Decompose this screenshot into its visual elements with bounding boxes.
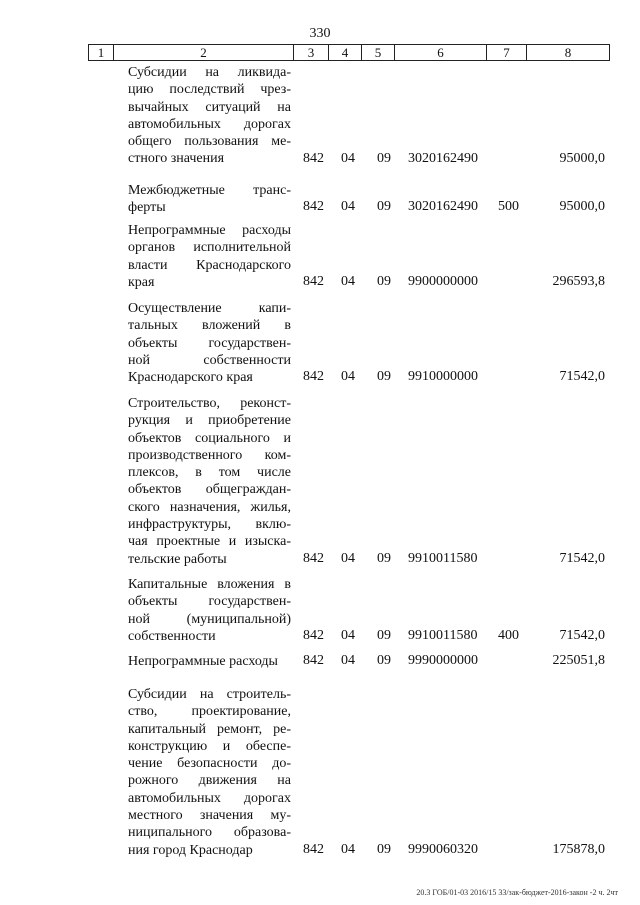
row-description — [128, 576, 291, 645]
row-col-4: 04 — [341, 550, 355, 566]
description-line: объекты государствен- — [128, 594, 291, 610]
row-col-3: 842 — [303, 150, 324, 166]
row-col-4: 04 — [341, 369, 355, 385]
description-line: Субсидии на строитель- — [128, 687, 291, 702]
row-col-6: 9910011580 — [408, 627, 478, 643]
row-col-7: 400 — [498, 627, 519, 643]
row-col-5: 09 — [377, 199, 391, 215]
description-line: тальных вложений в — [128, 318, 291, 334]
description-line: чение безопасности до- — [128, 756, 291, 772]
row-col-8: 71542,0 — [559, 369, 605, 385]
header-col-6: 6 — [395, 45, 487, 60]
description-line: Капитальные вложения в — [128, 577, 291, 592]
row-col-7: 500 — [498, 199, 519, 215]
header-col-5: 5 — [362, 45, 395, 60]
description-line: ство, проектирование, — [128, 704, 291, 720]
row-col-5: 09 — [377, 653, 391, 668]
description-line: Субсидии на ликвида- — [128, 65, 291, 80]
row-col-8: 95000,0 — [559, 199, 605, 215]
row-col-3: 842 — [303, 273, 324, 289]
row-col-4: 04 — [341, 841, 355, 857]
row-col-5: 09 — [377, 627, 391, 643]
row-col-4: 04 — [341, 199, 355, 215]
description-line: Осуществление капи- — [128, 301, 291, 316]
header-col-4: 4 — [329, 45, 362, 60]
row-description — [128, 395, 291, 568]
description-line: Межбюджетные транс- — [128, 183, 291, 198]
description-line: органов исполнительной — [128, 240, 291, 256]
description-line: производственного ком- — [128, 447, 291, 463]
description-line: рукция и приобретение — [128, 413, 291, 429]
description-line: ского назначения, жилья, — [128, 499, 291, 515]
description-line: тельские работы — [128, 551, 227, 567]
description-line: края — [128, 274, 155, 290]
row-col-8: 225051,8 — [552, 653, 605, 668]
row-col-6: 9910000000 — [408, 369, 478, 385]
row-col-6: 9990060320 — [408, 841, 478, 857]
description-line: собственности — [128, 628, 216, 644]
row-col-3: 842 — [303, 627, 324, 643]
description-line: Краснодарского края — [128, 370, 253, 386]
row-col-6: 9990000000 — [408, 653, 478, 668]
description-line: стного значения — [128, 151, 225, 167]
description-line: общего пользования ме- — [128, 134, 291, 150]
row-col-8: 71542,0 — [559, 550, 605, 566]
row-col-8: 296593,8 — [552, 273, 605, 289]
row-col-4: 04 — [341, 627, 355, 643]
description-line: плексов, в том числе — [128, 465, 291, 481]
row-col-5: 09 — [377, 550, 391, 566]
row-col-3: 842 — [303, 199, 324, 215]
description-line: автомобильных дорогах — [128, 116, 291, 132]
description-line: объектов социального и — [128, 430, 291, 446]
description-line: ния город Краснодар — [128, 842, 253, 858]
description-line: ной собственности — [128, 352, 291, 368]
row-col-8: 175878,0 — [552, 841, 605, 857]
description-line: ниципального образова- — [128, 825, 291, 841]
row-col-3: 842 — [303, 653, 324, 668]
row-col-5: 09 — [377, 369, 391, 385]
row-description — [128, 222, 291, 291]
description-line: цию последствий чрез- — [128, 82, 291, 98]
row-col-3: 842 — [303, 841, 324, 857]
description-line: Строительство, реконст- — [128, 396, 291, 411]
header-col-8: 8 — [564, 45, 572, 60]
page-number: 330 — [309, 26, 331, 41]
row-col-3: 842 — [303, 369, 324, 385]
description-line: конструкцию и обеспе- — [128, 738, 291, 754]
header-col-7: 7 — [487, 45, 527, 60]
row-description — [128, 64, 291, 168]
description-line: ной (муниципальной) — [128, 611, 291, 627]
row-col-4: 04 — [341, 273, 355, 289]
row-col-3: 842 — [303, 550, 324, 566]
row-col-5: 09 — [377, 273, 391, 289]
row-col-5: 09 — [377, 150, 391, 166]
row-col-6: 9910011580 — [408, 550, 478, 566]
header-col-2: 2 — [114, 45, 294, 60]
footer-note: 20.3 ГОБ/01-03 2016/15 33/зак-бюджет-2016-закон -2 ч. 2чт — [416, 888, 618, 897]
row-description — [128, 686, 291, 859]
row-description — [128, 182, 291, 217]
row-col-6: 9900000000 — [408, 273, 478, 289]
description-line: рожного движения на — [128, 773, 291, 789]
description-line: вычайных ситуаций на — [128, 99, 291, 115]
row-col-4: 04 — [341, 150, 355, 166]
row-description — [128, 300, 291, 386]
row-col-4: 04 — [341, 653, 355, 668]
header-col-3: 3 — [294, 45, 329, 60]
row-col-6: 3020162490 — [408, 150, 478, 166]
description-line: Непрограммные расходы — [128, 223, 291, 238]
description-line: чая проектные и изыска- — [128, 534, 291, 550]
header-col-1: 1 — [89, 45, 114, 60]
description-line: капитальный ремонт, ре- — [128, 721, 291, 737]
description-line: Непрограммные расходы — [128, 654, 278, 669]
description-line: власти Краснодарского — [128, 257, 291, 273]
table-header — [88, 44, 610, 61]
row-col-5: 09 — [377, 841, 391, 857]
description-line: местного значения му- — [128, 808, 291, 824]
description-line: ферты — [128, 200, 166, 216]
row-col-6: 3020162490 — [408, 199, 478, 215]
row-description — [128, 653, 291, 670]
description-line: объекты государствен- — [128, 335, 291, 351]
description-line: объектов общеграждан- — [128, 482, 291, 498]
row-col-8: 95000,0 — [559, 150, 605, 166]
description-line: автомобильных дорогах — [128, 790, 291, 806]
row-col-8: 71542,0 — [559, 627, 605, 643]
description-line: инфраструктуры, вклю- — [128, 517, 291, 533]
